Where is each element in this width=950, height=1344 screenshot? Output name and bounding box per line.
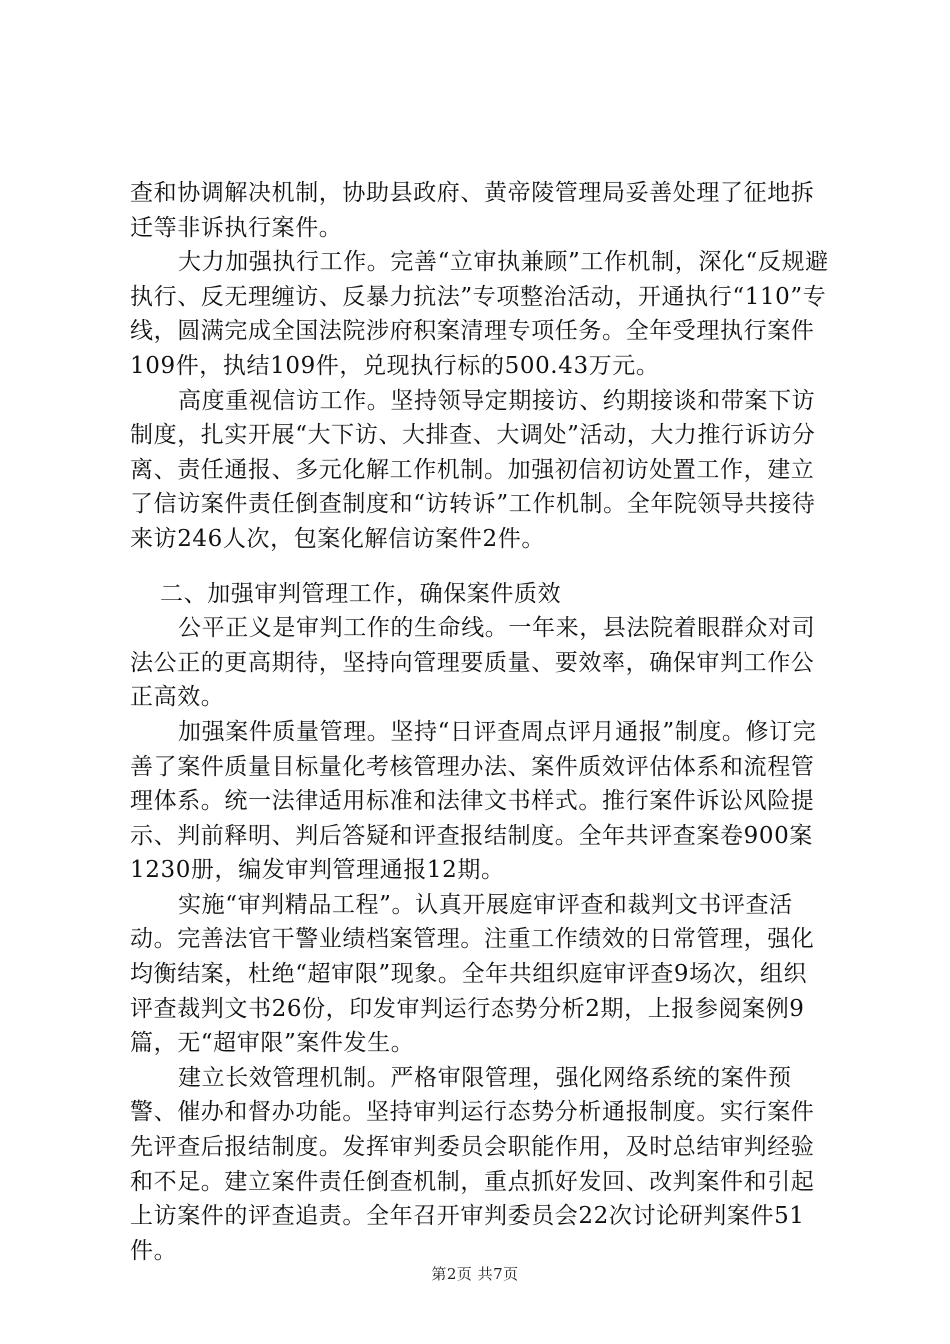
page-footer: 第2页 共7页 <box>431 1265 519 1283</box>
paragraph: 加强案件质量管理。坚持“日评查周点评月通报”制度。修订完善了案件质量目标量化考核管理办法、案件质效评估体系和流程管理体系。统一法律适用标准和法律文书样式。推行案件诉讼风险提示、判前释明、判后答疑和评查报结制度。全年共评查案卷900案1230册，编发审判管理通报12期。 <box>130 718 817 884</box>
paragraph: 大力加强执行工作。完善“立审执兼顾”工作机制，深化“反规避执行、反无理缠访、反暴力抗法”专项整治活动，开通执行“110”专线，圆满完成全国法院涉府积案清理专项任务。全年受理执行案件109件，执结109件，兑现执行标的500.43万元。 <box>130 249 829 379</box>
paragraph-gap <box>130 557 830 577</box>
document-body <box>130 176 830 1268</box>
section-heading: 二、加强审判管理工作，确保案件质效 <box>160 580 562 607</box>
paragraph: 高度重视信访工作。坚持领导定期接访、约期接谈和带案下访制度，扎实开展“大下访、大排查、大调处”活动，大力推行诉访分离、责任通报、多元化解工作机制。加强初信初访处置工作，建立了信访案件责任倒查制度和“访转诉”工作机制。全年院领导共接待来访246人次，包案化解信访案件2件。 <box>130 387 816 552</box>
paragraph: 公平正义是审判工作的生命线。一年来，县法院着眼群众对司法公正的更高期待，坚持向管理要质量、要效率，确保审判工作公正高效。 <box>130 615 816 711</box>
paragraph: 实施“审判精品工程”。认真开展庭审评查和裁判文书评查活动。完善法官干警业绩档案管理。注重工作绩效的日常管理，强化均衡结案，杜绝“超审限”现象。全年共组织庭审评查9场次，组织评查裁判文书26份，印发审判运行态势分析2期，上报参阅案例9篇，无“超审限”案件发生。 <box>130 891 815 1057</box>
paragraph: 建立长效管理机制。严格审限管理，强化网络系统的案件预警、催办和督办功能。坚持审判运行态势分析通报制度。实行案件先评查后报结制度。发挥审判委员会职能作用，及时总结审判经验和不足。建立案件责任倒查机制，重点抓好发回、改判案件和引起上访案件的评查追责。全年召开审判委员会22次讨论研判案件51件。 <box>130 1064 815 1264</box>
paragraph: 查和协调解决机制，协助县政府、黄帝陵管理局妥善处理了征地拆迁等非诉执行案件。 <box>130 180 815 241</box>
